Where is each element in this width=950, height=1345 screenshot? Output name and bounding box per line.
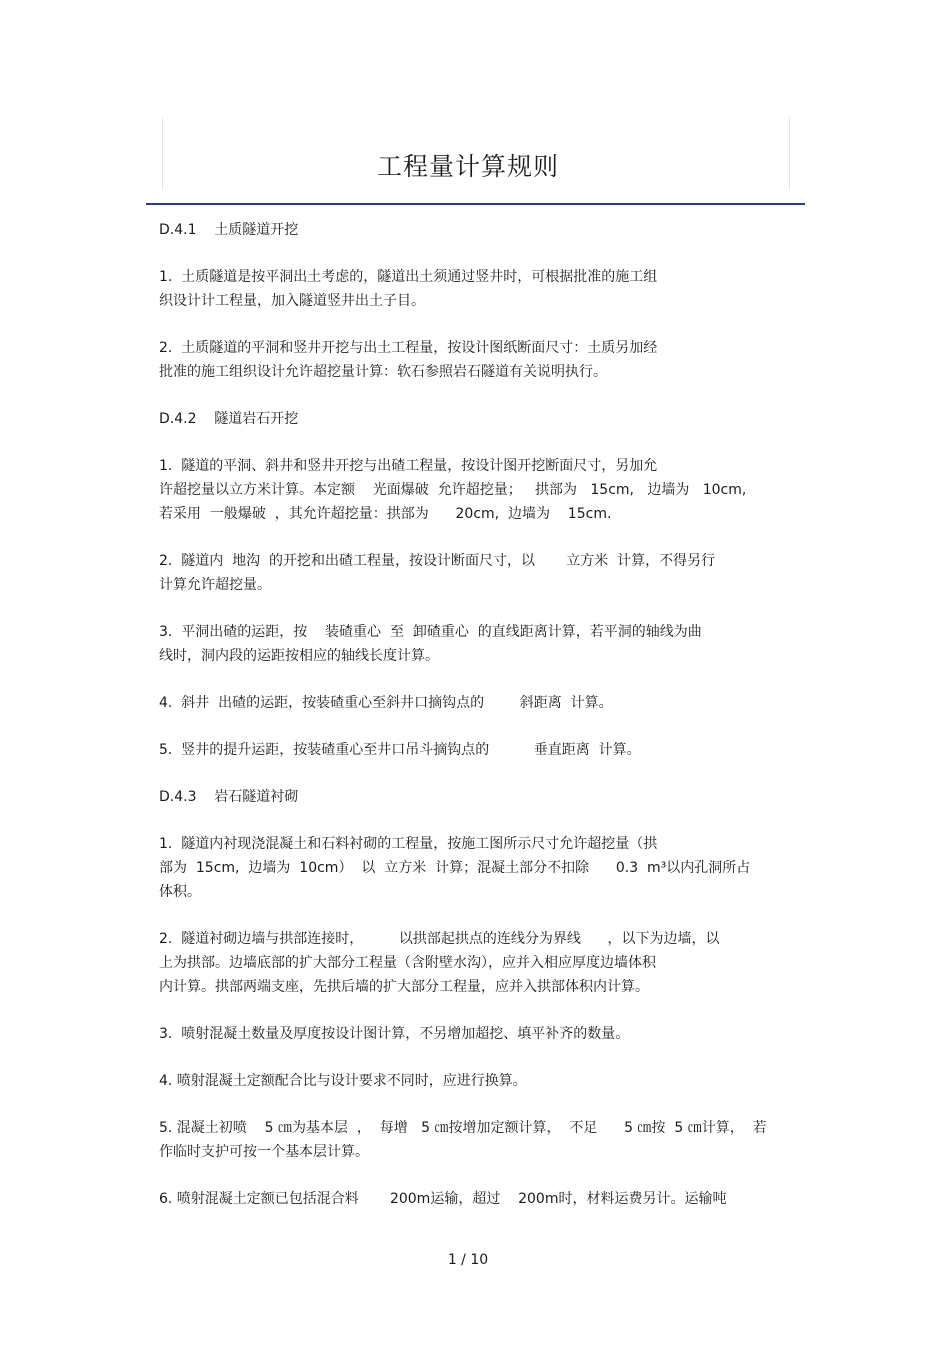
paragraph (159, 454, 799, 526)
text-line: 4. 斜井 出碴的运距，按装碴重心至斜井口摘钩点的 斜距离 计算。 (159, 695, 613, 711)
text-line: 1. 隧道的平洞、斜井和竖井开挖与出碴工程量，按设计图开挖断面尺寸，另加允 (159, 458, 658, 474)
text-line: 2. 隧道衬砌边墙与拱部连接时， 以拱部起拱点的连线分为界线 ，以下为边墙，以 (159, 931, 720, 947)
text-line: D.4.3 岩石隧道衬砌 (159, 789, 299, 805)
title-divider (146, 203, 805, 205)
text-line: 2. 土质隧道的平洞和竖井开挖与出土工程量，按设计图纸断面尺寸：土质另加经 (159, 340, 658, 356)
paragraph (159, 336, 799, 384)
text-line: 6. 喷射混凝土定额已包括混合料 200m运输，超过 200m时，材料运费另计。运输吨 (159, 1191, 727, 1207)
text-line: 上为拱部。边墙底部的扩大部分工程量（含附壁水沟），应并入相应厚度边墙体积 (159, 955, 656, 971)
paragraph (159, 1116, 799, 1164)
page-number: 1 / 10 (447, 1252, 489, 1268)
paragraph (159, 832, 799, 904)
section-heading (159, 218, 799, 242)
section-heading (159, 785, 799, 809)
text-line: 体积。 (159, 884, 201, 900)
paragraph (159, 1187, 799, 1211)
paragraph (159, 265, 799, 313)
text-line: 批准的施工组织设计允许超挖量计算：软石参照岩石隧道有关说明执行。 (159, 364, 607, 380)
text-line: 计算允许超挖量。 (159, 577, 271, 593)
text-line: D.4.1 土质隧道开挖 (159, 222, 299, 238)
text-line: 许超挖量以立方米计算。本定额 光面爆破 允许超挖量； 拱部为 15cm, 边墙为 10cm, (159, 482, 747, 498)
paragraph (159, 691, 799, 715)
text-line: 线时，洞内段的运距按相应的轴线长度计算。 (159, 648, 439, 664)
text-line: 3. 喷射混凝土数量及厚度按设计图计算，不另增加超挖、填平补齐的数量。 (159, 1026, 630, 1042)
text-line: 织设计计工程量，加入隧道竖井出土子目。 (159, 293, 425, 309)
text-line: D.4.2 隧道岩石开挖 (159, 411, 299, 427)
document-title: 工程量计算规则 (376, 152, 559, 181)
paragraph (159, 620, 799, 668)
paragraph (159, 1069, 799, 1093)
text-line: 作临时支护可按一个基本层计算。 (159, 1144, 369, 1160)
paragraph (159, 549, 799, 597)
text-line: 1. 隧道内衬现浇混凝土和石料衬砌的工程量，按施工图所示尺寸允许超挖量（拱 (159, 836, 658, 852)
text-line: 4. 喷射混凝土定额配合比与设计要求不同时，应进行换算。 (159, 1073, 527, 1089)
text-line: 部为 15cm, 边墙为 10cm） 以 立方米 计算；混凝土部分不扣除 0.3 m³以内孔洞所占 (159, 860, 751, 876)
text-line: 1. 土质隧道是按平洞出土考虑的，隧道出土须通过竖井时，可根据批准的施工组 (159, 269, 658, 285)
paragraph (159, 1022, 799, 1046)
text-line: 5. 混凝土初喷 5 ㎝为基本层 ， 每增 5 ㎝按增加定额计算， 不足 5 ㎝按 5 ㎝计算， 若 (159, 1120, 767, 1136)
paragraph (159, 927, 799, 999)
text-line: 3. 平洞出碴的运距，按 装碴重心 至 卸碴重心 的直线距离计算，若平洞的轴线为曲 (159, 624, 702, 640)
section-heading (159, 407, 799, 431)
text-line: 若采用 一般爆破 ，其允许超挖量：拱部为 20cm, 边墙为 15cm. (159, 506, 612, 522)
text-line: 5. 竖井的提升运距，按装碴重心至井口吊斗摘钩点的 垂直距离 计算。 (159, 742, 641, 758)
paragraph (159, 738, 799, 762)
document-body (159, 218, 799, 1234)
text-line: 2. 隧道内 地沟 的开挖和出碴工程量，按设计断面尺寸，以 立方米 计算，不得另行 (159, 553, 716, 569)
text-line: 内计算。拱部两端支座，先拱后墙的扩大部分工程量，应并入拱部体积内计算。 (159, 979, 649, 995)
